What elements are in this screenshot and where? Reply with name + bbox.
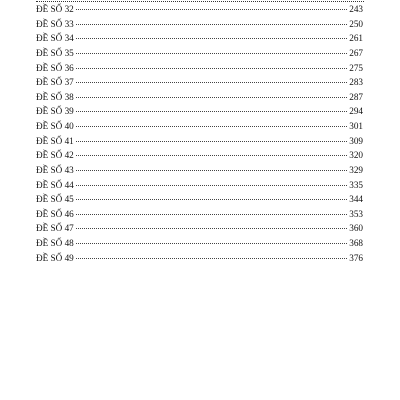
toc-entry-label: ĐỀ SỐ 47	[36, 223, 74, 234]
dot-leader	[76, 258, 347, 259]
cut-off-previous-entry	[36, 0, 364, 2]
toc-entry[interactable]	[36, 150, 363, 165]
toc-entry[interactable]	[36, 48, 363, 63]
toc-entry-page-number: 275	[349, 62, 363, 73]
dot-leader	[76, 24, 347, 25]
dot-leader	[76, 228, 347, 229]
toc-entry[interactable]	[36, 194, 363, 209]
toc-entry-page-number: 283	[349, 77, 363, 88]
toc-entry-page-number: 335	[349, 179, 363, 190]
toc-entry-label: ĐỀ SỐ 42	[36, 150, 74, 161]
toc-entry-page-number: 329	[349, 164, 363, 175]
table-of-contents	[36, 4, 363, 267]
toc-entry-page-number: 287	[349, 91, 363, 102]
dot-leader	[76, 214, 347, 215]
toc-entry-label: ĐỀ SỐ 44	[36, 179, 74, 190]
toc-entry-label: ĐỀ SỐ 39	[36, 106, 74, 117]
dot-leader	[76, 126, 347, 127]
toc-entry-label: ĐỀ SỐ 48	[36, 238, 74, 248]
toc-entry[interactable]	[36, 33, 363, 48]
dot-leader	[76, 97, 347, 98]
toc-entry-label: ĐỀ SỐ 38	[36, 91, 74, 102]
toc-entry-label: ĐỀ SỐ 49	[36, 252, 74, 263]
toc-entry-page-number: 261	[349, 33, 363, 44]
toc-entry[interactable]	[36, 238, 363, 253]
toc-entry[interactable]	[36, 209, 363, 224]
toc-entry-label: ĐỀ SỐ 33	[36, 18, 74, 29]
toc-entry[interactable]	[36, 180, 363, 195]
toc-entry-page-number: 250	[349, 18, 363, 29]
toc-entry-page-number: 353	[349, 208, 363, 219]
toc-entry[interactable]	[36, 92, 363, 107]
toc-entry[interactable]	[36, 223, 363, 238]
toc-entry-page-number: 320	[349, 150, 363, 161]
dot-leader	[76, 141, 347, 142]
dot-leader	[76, 185, 347, 186]
toc-entry[interactable]	[36, 136, 363, 151]
dot-leader	[76, 111, 347, 112]
toc-entry-label: ĐỀ SỐ 32	[36, 4, 74, 14]
toc-entry-page-number: 301	[349, 121, 363, 131]
toc-entry-label: ĐỀ SỐ 37	[36, 77, 74, 88]
toc-entry-label: ĐỀ SỐ 35	[36, 47, 74, 58]
toc-entry[interactable]	[36, 121, 363, 136]
toc-entry[interactable]	[36, 77, 363, 92]
dot-leader	[76, 82, 347, 83]
toc-entry[interactable]	[36, 19, 363, 34]
toc-entry-label: ĐỀ SỐ 41	[36, 135, 74, 146]
toc-entry-page-number: 267	[349, 47, 363, 58]
toc-entry-label: ĐỀ SỐ 46	[36, 208, 74, 219]
toc-entry-page-number: 344	[349, 194, 363, 205]
toc-entry[interactable]	[36, 63, 363, 78]
dot-leader	[76, 243, 347, 244]
toc-entry-label: ĐỀ SỐ 43	[36, 164, 74, 175]
dot-leader	[76, 9, 347, 10]
toc-entry-label: ĐỀ SỐ 40	[36, 121, 74, 131]
dot-leader	[76, 199, 347, 200]
toc-entry-page-number: 376	[349, 252, 363, 263]
toc-entry-label: ĐỀ SỐ 36	[36, 62, 74, 73]
toc-entry[interactable]	[36, 4, 363, 19]
toc-entry-page-number: 309	[349, 135, 363, 146]
dot-leader	[76, 155, 347, 156]
toc-entry[interactable]	[36, 253, 363, 268]
toc-entry-label: ĐỀ SỐ 45	[36, 194, 74, 205]
toc-entry-page-number: 294	[349, 106, 363, 117]
dot-leader	[76, 68, 347, 69]
dot-leader	[76, 170, 347, 171]
toc-entry[interactable]	[36, 106, 363, 121]
toc-entry-label: ĐỀ SỐ 34	[36, 33, 74, 44]
toc-entry[interactable]	[36, 165, 363, 180]
dot-leader	[76, 53, 347, 54]
toc-entry-page-number: 243	[349, 4, 363, 14]
toc-entry-page-number: 360	[349, 223, 363, 234]
dot-leader	[76, 38, 347, 39]
toc-entry-page-number: 368	[349, 238, 363, 248]
